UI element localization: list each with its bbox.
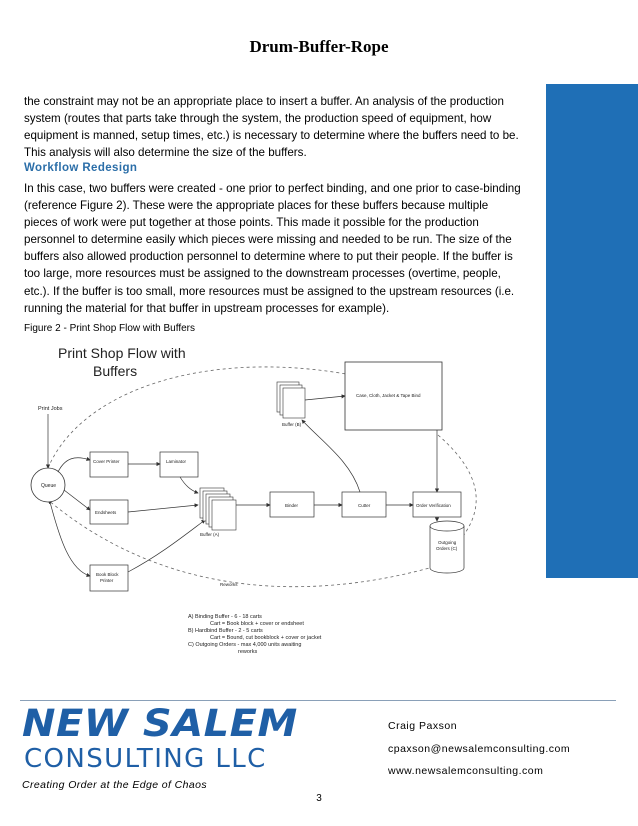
book-block-printer-label-2: Printer: [100, 578, 114, 583]
queue-to-endsheets-arrow: [64, 490, 90, 510]
outgoing-orders-label-1: Outgoing: [438, 540, 457, 545]
side-accent-bar: [546, 84, 638, 578]
buffer-b-label: Buffer (B): [282, 422, 302, 427]
order-verification-label: Order Verification: [416, 503, 451, 508]
legend-line-3: B) Hardbind Buffer - 2 - 5 carts: [188, 628, 263, 634]
figure-caption: Figure 2 - Print Shop Flow with Buffers: [24, 323, 195, 334]
laminator-box: [160, 452, 198, 477]
reworks-label: Reworks: [220, 582, 238, 587]
queue-label: Queue: [41, 483, 57, 489]
diagram-title-line1: Print Shop Flow with: [58, 345, 186, 361]
case-cloth-label: Case, Cloth, Jacket & Tape Bind: [356, 393, 421, 398]
contact-name: Craig Paxson: [388, 720, 458, 732]
binder-label: Binder: [285, 503, 299, 508]
page-title: Drum-Buffer-Rope: [249, 37, 389, 56]
company-logo-line2: CONSULTING LLC: [24, 744, 267, 774]
contact-email: cpaxson@newsalemconsulting.com: [388, 743, 571, 755]
legend-line-2: Cart = Book block + cover or endsheet: [210, 621, 304, 627]
print-jobs-label: Print Jobs: [38, 406, 63, 412]
paragraph-intro: the constraint may not be an appropriate place to insert a buffer. An analysis of the production system (routes that parts take through the system, the production speed of equipment, how equipment is manned, setup times, etc.) is necessary to determine where the buffers need to be. This analysis will also determine the size of the buffers.: [24, 95, 519, 160]
legend-line-1: A) Binding Buffer - 6 - 18 carts: [188, 614, 262, 620]
legend-line-5: C) Outgoing Orders - max 4,000 units awaiting: [188, 642, 302, 648]
cutter-label: Cutter: [358, 503, 371, 508]
laminator-to-buffer-arrow: [180, 477, 198, 493]
page-number: 3: [316, 793, 322, 804]
cutter-to-bufferb-arrow: [302, 420, 360, 492]
legend-line-4: Cart = Bound, cut bookblock + cover or jacket: [210, 635, 322, 641]
section-heading: Workflow Redesign: [24, 162, 138, 174]
legend-line-6: reworks: [238, 649, 258, 655]
bufferb-to-case-arrow: [305, 396, 345, 400]
queue-to-bookblock-arrow: [50, 502, 90, 576]
buffer-b-stack: [277, 382, 305, 418]
buffer-a-stack: [200, 488, 236, 530]
contact-website: www.newsalemconsulting.com: [388, 765, 544, 777]
print-shop-flow-diagram: [20, 340, 510, 680]
outgoing-orders-label-2: Orders (C): [436, 546, 458, 551]
buffer-a-label: Buffer (A): [200, 532, 220, 537]
company-tagline: Creating Order at the Edge of Chaos: [22, 779, 208, 791]
queue-to-cover-arrow: [58, 458, 90, 472]
laminator-label: Laminator: [166, 459, 187, 464]
cover-printer-box: [90, 452, 128, 477]
cover-printer-label: Cover Printer: [93, 459, 120, 464]
book-block-printer-label-1: Book Block: [96, 572, 119, 577]
bookblock-to-buffer-arrow: [128, 520, 205, 572]
endsheets-label: Endsheets: [95, 510, 117, 515]
company-logo-line1: NEW SALEM: [22, 702, 298, 745]
diagram-title-line2: Buffers: [93, 363, 138, 379]
paragraph-workflow: In this case, two buffers were created - one prior to perfect binding, and one prior to case-binding (reference Figure 2). These were the appropriate places for these buffers because multiple pieces of work were put together at those points. This made it possible for the production personnel to determine easily which pieces were missing and needed to be run. The size of the buffers also allowed production personnel to determine where to put their people. If the buffer is too large, more resources must be assigned to the downstream processes (overtime, people, etc.). If the buffer is too small, more resources must be assigned to the upstream resources (i.e. running the material for that buffer in upstream processes for example).: [24, 182, 521, 315]
endsheets-to-buffer-arrow: [128, 505, 198, 512]
footer-divider: [20, 700, 616, 701]
